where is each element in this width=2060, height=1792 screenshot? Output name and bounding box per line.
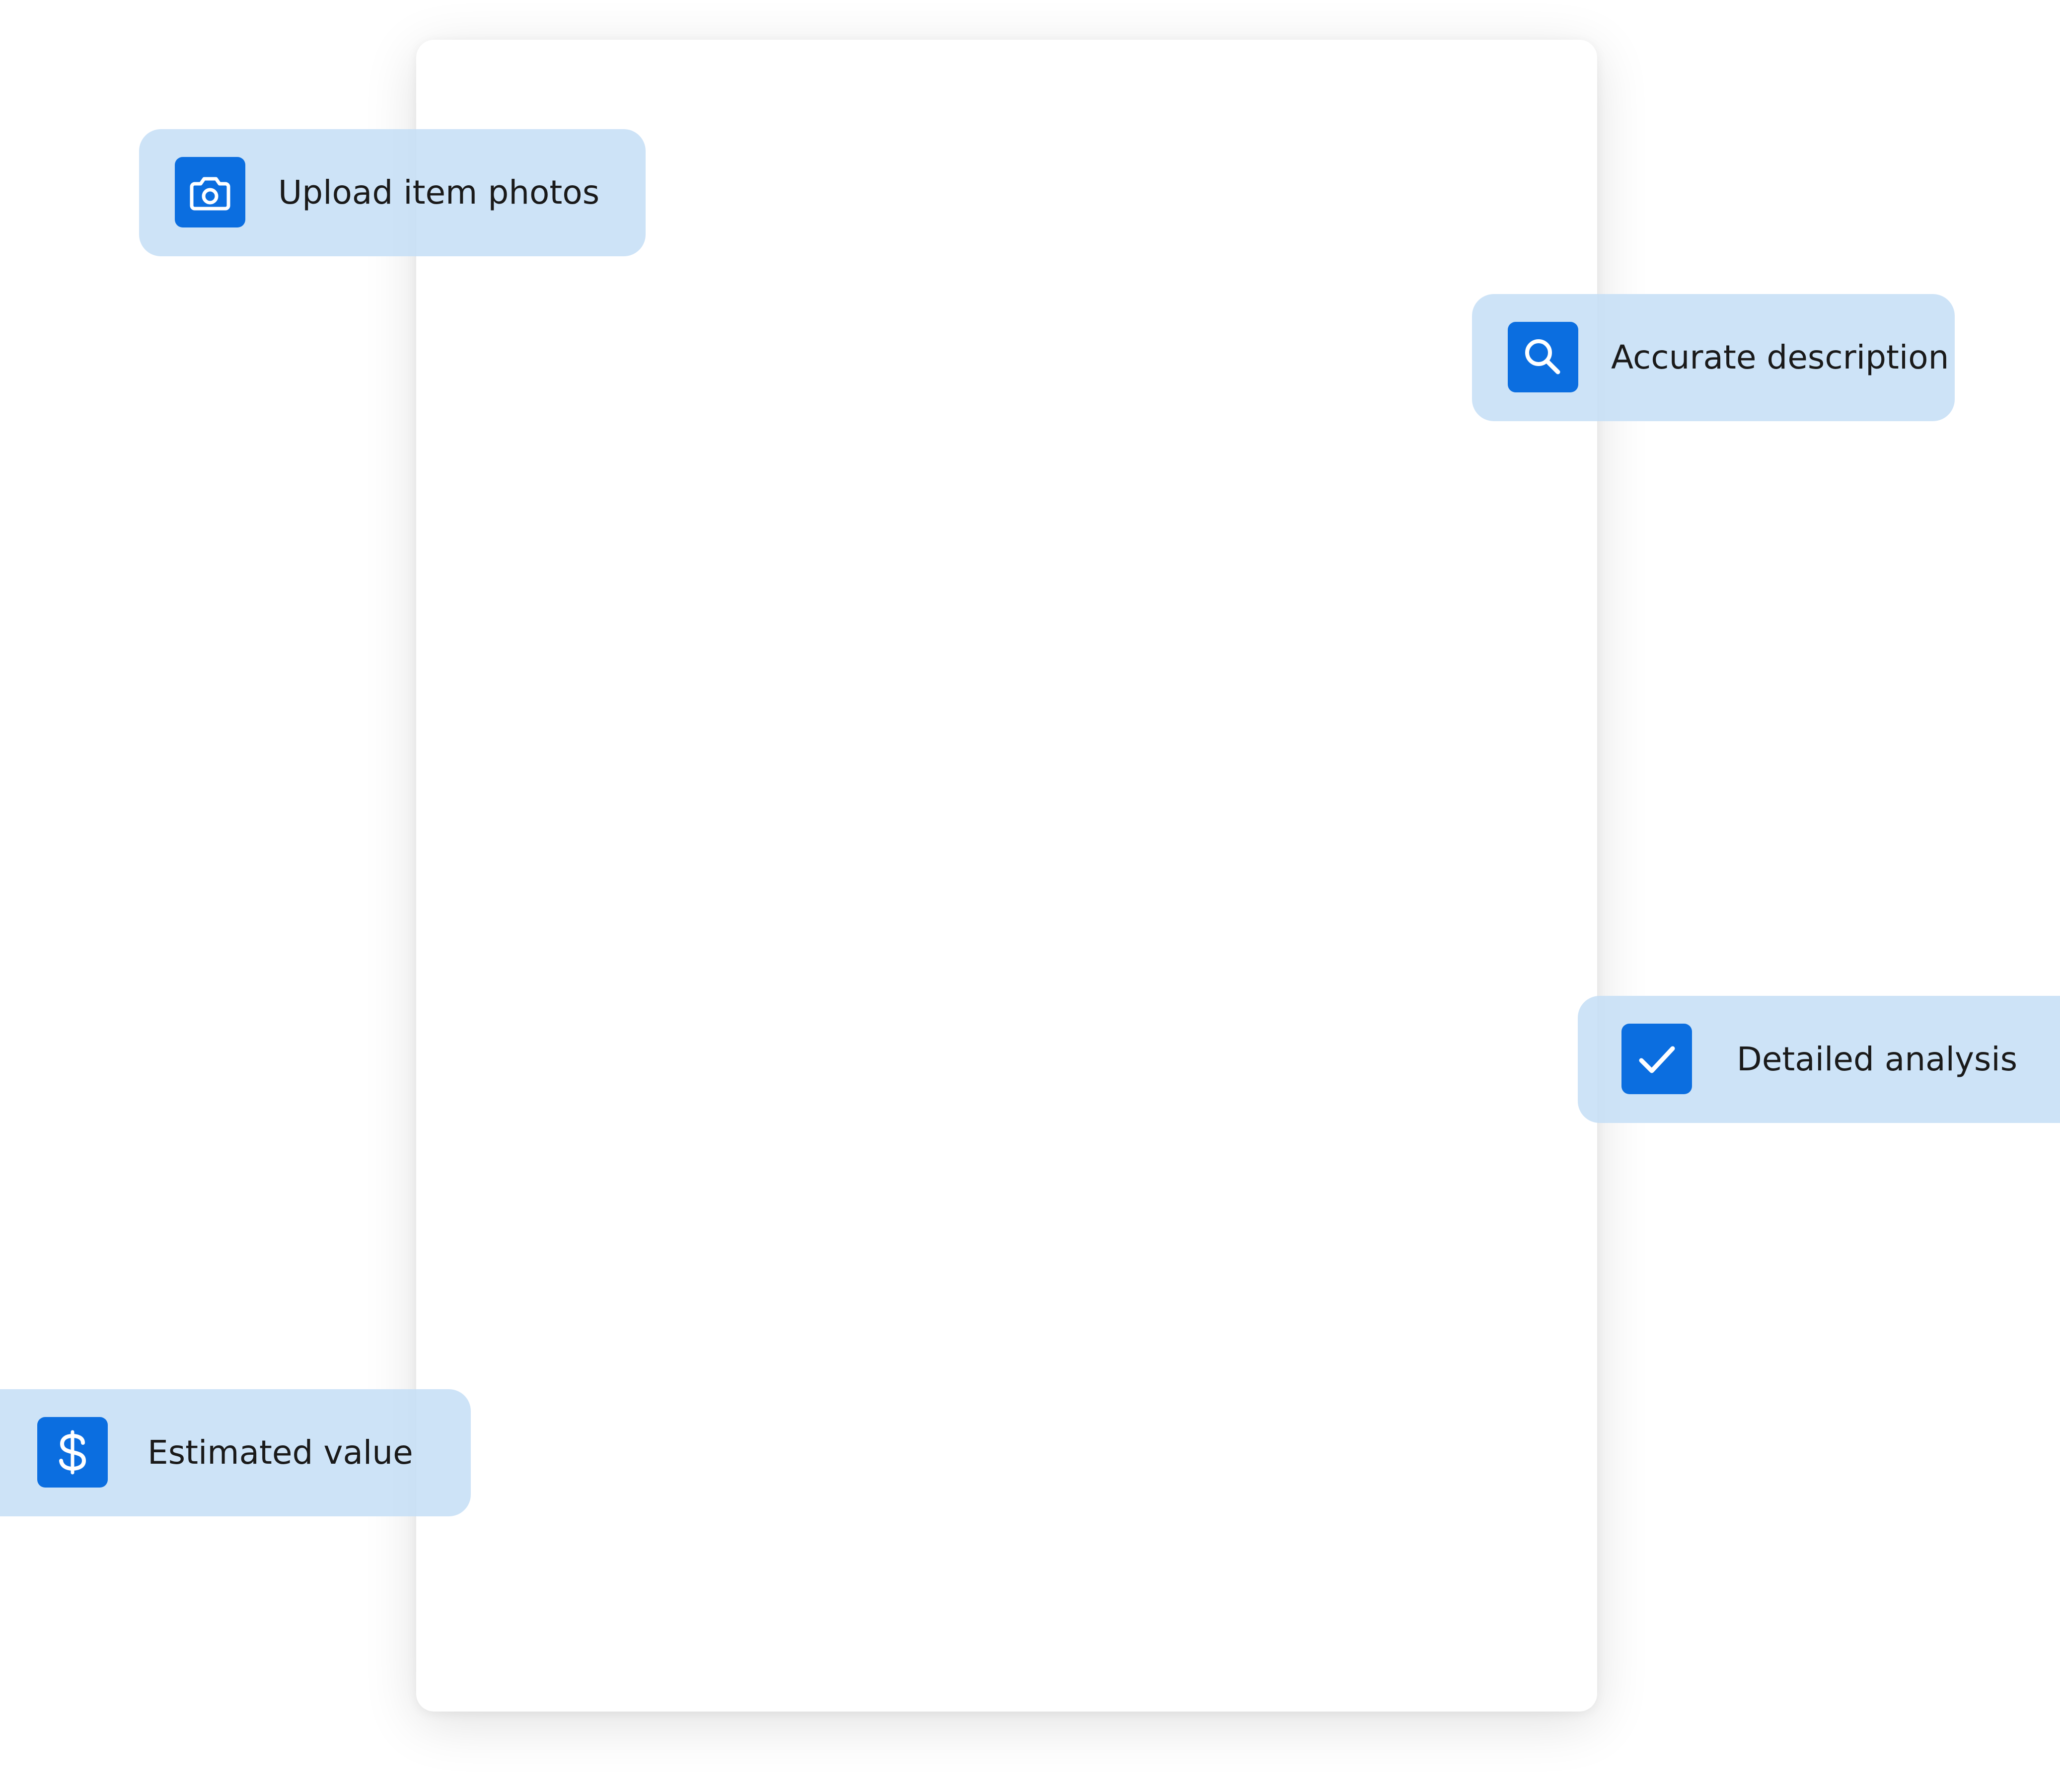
feature-estimated-value	[0, 1389, 471, 1516]
feature-accurate-description	[1472, 294, 1955, 421]
feature-upload-photos	[139, 129, 646, 256]
feature-upload-label: Upload item photos	[278, 173, 600, 212]
appraisal-report-card	[416, 40, 1597, 1712]
search-icon	[1508, 322, 1578, 392]
dollar-icon	[37, 1417, 108, 1488]
checkmark-icon	[1621, 1024, 1692, 1094]
feature-detailed-label: Detailed analysis	[1737, 1040, 2018, 1078]
feature-estimated-label: Estimated value	[147, 1433, 413, 1472]
feature-detailed-analysis	[1578, 996, 2060, 1123]
camera-icon	[175, 157, 245, 227]
feature-accurate-label: Accurate description	[1611, 338, 1949, 376]
